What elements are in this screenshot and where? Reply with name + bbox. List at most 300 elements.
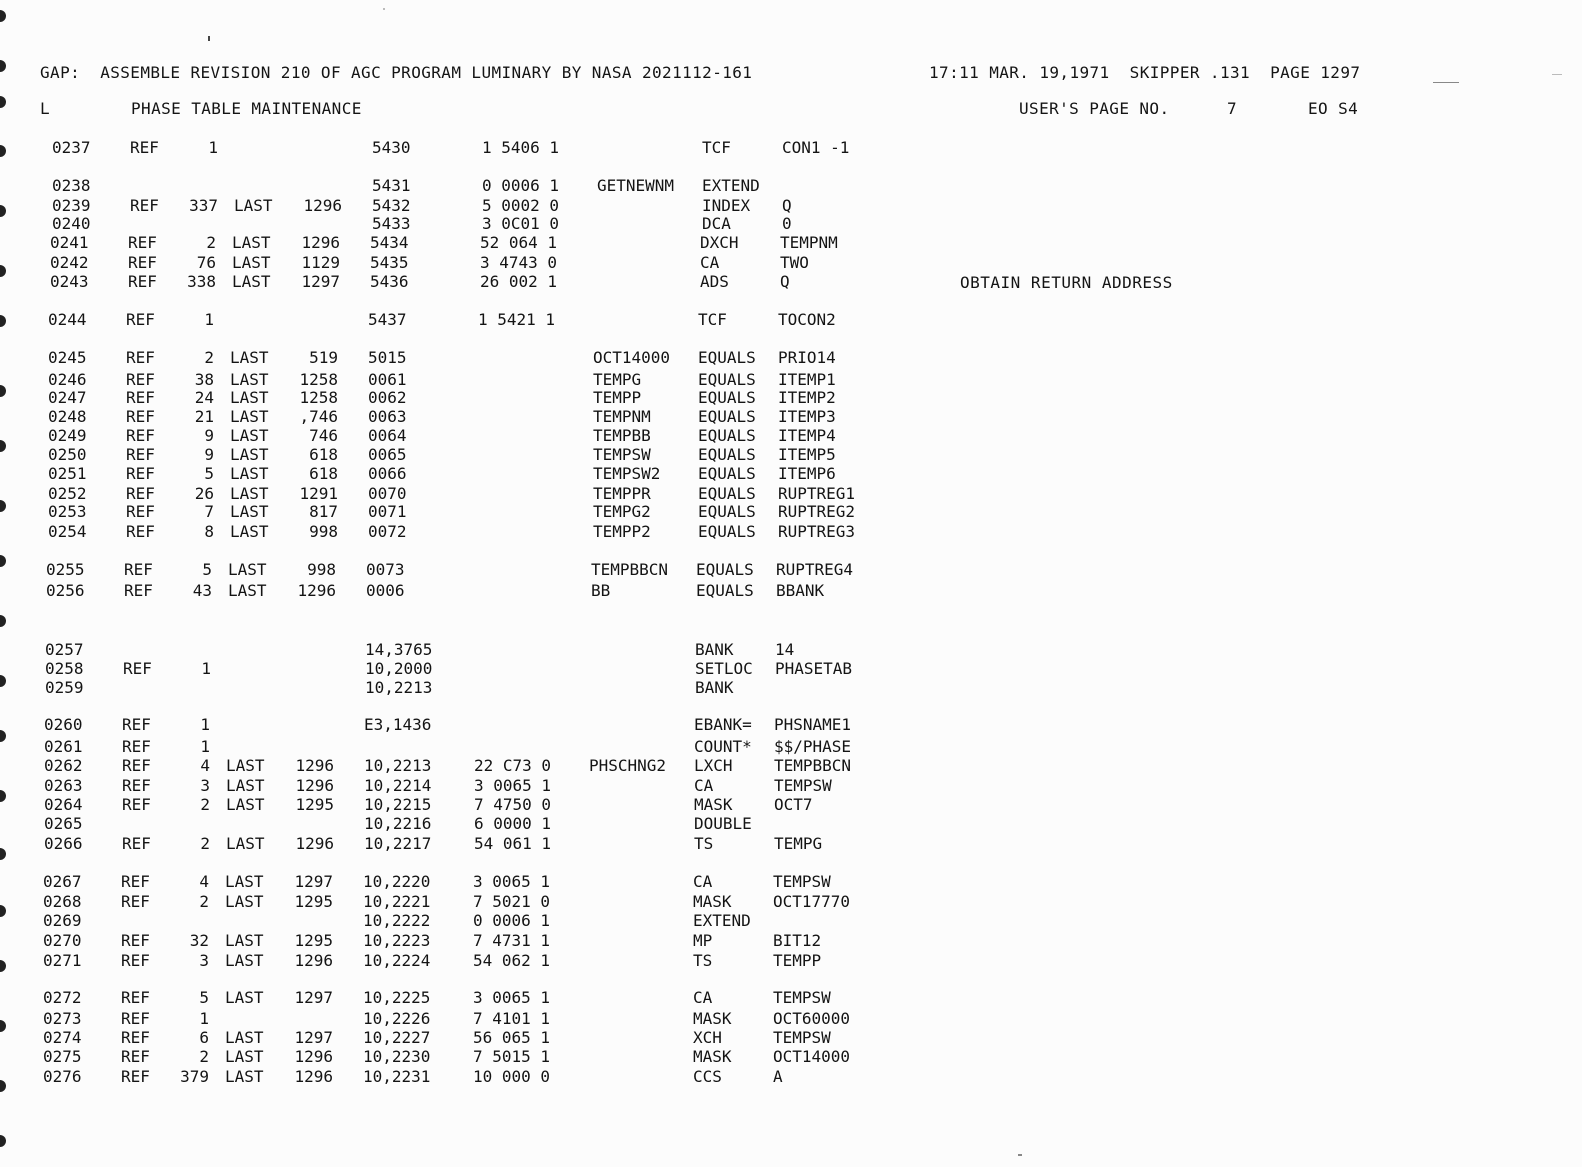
seq-number: 0261	[44, 737, 83, 756]
seq-number: 0260	[44, 715, 83, 734]
ref-keyword: REF	[121, 931, 150, 950]
address: 5436	[370, 272, 409, 291]
last-page: 618	[309, 464, 338, 483]
symbol-label: TEMPSW	[593, 445, 651, 464]
last-page: 1295	[294, 931, 333, 950]
last-keyword: LAST	[230, 370, 269, 389]
listing-line	[43, 989, 943, 1007]
feed-hole	[0, 10, 6, 22]
ref-keyword: REF	[121, 872, 150, 891]
ref-keyword: REF	[124, 560, 153, 579]
feed-hole	[0, 265, 6, 277]
section-title: PHASE TABLE MAINTENANCE	[131, 99, 362, 118]
object-code: 5 0002 0	[482, 196, 560, 215]
listing-line	[43, 912, 943, 930]
ref-count: 32	[189, 931, 209, 950]
last-keyword: LAST	[230, 348, 269, 367]
listing-line	[52, 197, 952, 215]
last-keyword: LAST	[226, 756, 265, 775]
object-code: 10 000 0	[473, 1067, 551, 1086]
seq-number: 0268	[43, 892, 82, 911]
last-keyword: LAST	[234, 196, 273, 215]
listing-line	[48, 408, 948, 426]
header-assembly-title: GAP: ASSEMBLE REVISION 210 OF AGC PROGRAM LUMINARY BY NASA 2021112-161	[40, 63, 753, 82]
operand: TEMPBBCN	[774, 756, 852, 775]
opcode: XCH	[693, 1028, 722, 1047]
seq-number: 0239	[52, 196, 91, 215]
seq-number: 0250	[48, 445, 87, 464]
ref-keyword: REF	[128, 253, 157, 272]
opcode: MP	[693, 931, 713, 950]
ref-keyword: REF	[122, 776, 151, 795]
seq-number: 0243	[50, 272, 89, 291]
ref-count: 38	[194, 370, 214, 389]
ref-keyword: REF	[126, 484, 155, 503]
ref-count: 2	[200, 834, 210, 853]
object-code: 52 064 1	[480, 233, 558, 252]
seq-number: 0263	[44, 776, 83, 795]
ref-count: 21	[194, 407, 214, 426]
address: 5434	[370, 233, 409, 252]
object-code: 3 0065 1	[474, 776, 552, 795]
ref-count: 338	[187, 272, 216, 291]
last-page: 1296	[295, 756, 334, 775]
symbol-label: GETNEWNM	[597, 176, 675, 195]
last-keyword: LAST	[230, 464, 269, 483]
listing-line	[48, 371, 948, 389]
ref-keyword: REF	[128, 233, 157, 252]
scan-speck	[383, 8, 385, 10]
last-keyword: LAST	[225, 988, 264, 1007]
object-code: 3 0C01 0	[482, 214, 560, 233]
address: 5432	[372, 196, 411, 215]
operand: TEMPP	[773, 951, 822, 970]
last-keyword: LAST	[230, 426, 269, 445]
last-page: 1129	[301, 253, 340, 272]
last-page: 1258	[299, 370, 338, 389]
operand: RUPTREG2	[778, 502, 856, 521]
ref-keyword: REF	[124, 581, 153, 600]
symbol-label: TEMPG	[593, 370, 642, 389]
opcode: EQUALS	[698, 370, 756, 389]
listing-line	[48, 446, 948, 464]
last-page: 519	[309, 348, 338, 367]
symbol-label: TEMPBB	[593, 426, 651, 445]
seq-number: 0242	[50, 253, 89, 272]
operand: RUPTREG4	[776, 560, 854, 579]
address: 10,2000	[365, 659, 433, 678]
listing-line	[46, 561, 946, 579]
symbol-label: TEMPP	[593, 388, 642, 407]
opcode: TCF	[702, 138, 731, 157]
ref-keyword: REF	[126, 370, 155, 389]
ref-keyword: REF	[126, 445, 155, 464]
last-keyword: LAST	[225, 931, 264, 950]
last-page: 817	[309, 502, 338, 521]
ref-count: 2	[200, 795, 210, 814]
operand: TEMPSW	[773, 872, 831, 891]
last-page: 1296	[295, 834, 334, 853]
object-code: 0 0006 1	[482, 176, 560, 195]
opcode: EBANK=	[694, 715, 752, 734]
ref-count: 2	[199, 892, 209, 911]
address: 10,2231	[363, 1067, 431, 1086]
address: 5430	[372, 138, 411, 157]
opcode: CA	[700, 253, 720, 272]
seq-number: 0272	[43, 988, 82, 1007]
opcode: TS	[694, 834, 714, 853]
listing-line	[44, 738, 944, 756]
opcode: EXTEND	[693, 911, 751, 930]
last-page: 1296	[294, 1067, 333, 1086]
code-id: EO S4	[1308, 99, 1359, 118]
symbol-label: TEMPG2	[593, 502, 651, 521]
listing-line	[48, 427, 948, 445]
opcode: CCS	[693, 1067, 722, 1086]
last-page: 1297	[294, 872, 333, 891]
ref-keyword: REF	[126, 348, 155, 367]
address: 0071	[368, 502, 407, 521]
last-page: 1296	[303, 196, 342, 215]
listing-line	[45, 660, 945, 678]
last-page: 618	[309, 445, 338, 464]
ref-keyword: REF	[130, 138, 159, 157]
opcode: CA	[694, 776, 714, 795]
listing-line	[50, 273, 950, 291]
ref-keyword: REF	[126, 464, 155, 483]
operand: TEMPSW	[773, 988, 831, 1007]
opcode: EQUALS	[698, 388, 756, 407]
ref-keyword: REF	[121, 1067, 150, 1086]
last-keyword: LAST	[225, 951, 264, 970]
last-keyword: LAST	[230, 445, 269, 464]
operand: TEMPSW	[774, 776, 832, 795]
feed-hole	[0, 848, 6, 860]
last-page: 1297	[301, 272, 340, 291]
ref-count: 2	[204, 348, 214, 367]
ref-count: 379	[180, 1067, 209, 1086]
operand: PHASETAB	[775, 659, 853, 678]
last-keyword: LAST	[226, 776, 265, 795]
opcode: COUNT*	[694, 737, 752, 756]
address: 0070	[368, 484, 407, 503]
address: 5435	[370, 253, 409, 272]
last-keyword: LAST	[232, 272, 271, 291]
ref-keyword: REF	[126, 502, 155, 521]
address: 14,3765	[365, 640, 433, 659]
last-page: 1297	[294, 1028, 333, 1047]
listing-line	[50, 234, 950, 252]
last-keyword: LAST	[225, 872, 264, 891]
listing-line	[52, 177, 952, 195]
ref-count: 26	[194, 484, 214, 503]
address: 10,2226	[363, 1009, 431, 1028]
ref-count: 8	[204, 522, 214, 541]
address: 10,2223	[363, 931, 431, 950]
last-keyword: LAST	[232, 233, 271, 252]
opcode: DCA	[702, 214, 731, 233]
address: 10,2227	[363, 1028, 431, 1047]
seq-number: 0254	[48, 522, 87, 541]
seq-number: 0274	[43, 1028, 82, 1047]
seq-number: 0273	[43, 1009, 82, 1028]
opcode: LXCH	[694, 756, 733, 775]
header-marker: L	[40, 99, 51, 118]
header-date-page: 17:11 MAR. 19,1971 SKIPPER .131 PAGE 1297	[929, 63, 1361, 82]
symbol-label: TEMPPR	[593, 484, 651, 503]
opcode: BANK	[695, 678, 734, 697]
object-code: 56 065 1	[473, 1028, 551, 1047]
address: 5437	[368, 310, 407, 329]
ref-count: 9	[204, 426, 214, 445]
operand: Q	[782, 196, 792, 215]
listing-line	[48, 311, 948, 329]
listing-line	[43, 873, 943, 891]
listing-line	[48, 523, 948, 541]
ref-count: 76	[196, 253, 216, 272]
feed-hole	[0, 1080, 6, 1092]
listing-line	[43, 1068, 943, 1086]
feed-hole	[0, 790, 6, 802]
seq-number: 0255	[46, 560, 85, 579]
last-keyword: LAST	[230, 484, 269, 503]
ref-keyword: REF	[121, 1009, 150, 1028]
operand: BBANK	[776, 581, 825, 600]
address: 10,2216	[364, 814, 432, 833]
object-code: 54 061 1	[474, 834, 552, 853]
seq-number: 0248	[48, 407, 87, 426]
object-code: 54 062 1	[473, 951, 551, 970]
listing-line	[48, 349, 948, 367]
ref-keyword: REF	[130, 196, 159, 215]
listing-line	[46, 582, 946, 600]
ref-count: 4	[199, 872, 209, 891]
ref-count: 2	[206, 233, 216, 252]
operand: TEMPG	[774, 834, 823, 853]
operand: ITEMP1	[778, 370, 836, 389]
listing-line	[52, 139, 952, 157]
operand: TEMPSW	[773, 1028, 831, 1047]
last-keyword: LAST	[225, 892, 264, 911]
operand: A	[773, 1067, 783, 1086]
opcode: EQUALS	[698, 445, 756, 464]
address: 10,2221	[363, 892, 431, 911]
last-page: 1296	[294, 1047, 333, 1066]
object-code: 7 4731 1	[473, 931, 551, 950]
object-code: 22 C73 0	[474, 756, 552, 775]
object-code: 3 0065 1	[473, 872, 551, 891]
address: 10,2214	[364, 776, 432, 795]
seq-number: 0262	[44, 756, 83, 775]
opcode: EQUALS	[698, 484, 756, 503]
feed-hole	[0, 960, 6, 972]
seq-number: 0266	[44, 834, 83, 853]
seq-number: 0259	[45, 678, 84, 697]
opcode: EQUALS	[696, 581, 754, 600]
last-keyword: LAST	[228, 581, 267, 600]
scan-speck	[208, 36, 210, 41]
ref-keyword: REF	[121, 1028, 150, 1047]
ref-keyword: REF	[126, 522, 155, 541]
listing-line	[43, 1029, 943, 1047]
ref-keyword: REF	[121, 1047, 150, 1066]
opcode: EQUALS	[698, 407, 756, 426]
operand: ITEMP3	[778, 407, 836, 426]
symbol-label: PHSCHNG2	[589, 756, 667, 775]
last-page: 1295	[295, 795, 334, 814]
listing-line	[44, 835, 944, 853]
listing-line	[44, 716, 944, 734]
opcode: MASK	[693, 1047, 732, 1066]
opcode: MASK	[694, 795, 733, 814]
ref-count: 9	[204, 445, 214, 464]
ref-count: 1	[200, 737, 210, 756]
operand: 14	[775, 640, 795, 659]
listing-line	[44, 815, 944, 833]
ref-count: 1	[201, 659, 211, 678]
last-page: 746	[309, 426, 338, 445]
feed-hole	[0, 1135, 6, 1147]
listing-line	[44, 757, 944, 775]
user-page-number: 7	[1227, 99, 1238, 118]
ref-keyword: REF	[122, 834, 151, 853]
operand: CON1 -1	[782, 138, 850, 157]
address: 0064	[368, 426, 407, 445]
operand: ITEMP6	[778, 464, 836, 483]
address: 10,2213	[364, 756, 432, 775]
listing-line	[44, 796, 944, 814]
listing-line	[43, 932, 943, 950]
ref-count: 3	[199, 951, 209, 970]
address: 5431	[372, 176, 411, 195]
opcode: EQUALS	[698, 426, 756, 445]
last-page: 998	[309, 522, 338, 541]
seq-number: 0246	[48, 370, 87, 389]
operand: TOCON2	[778, 310, 836, 329]
seq-number: 0257	[45, 640, 84, 659]
ref-count: 1	[208, 138, 218, 157]
user-page-label: USER'S PAGE NO.	[1019, 99, 1170, 118]
opcode: EQUALS	[696, 560, 754, 579]
operand: 0	[782, 214, 792, 233]
address: 5433	[372, 214, 411, 233]
listing-line	[48, 389, 948, 407]
feed-hole	[0, 96, 6, 108]
object-code: 26 002 1	[480, 272, 558, 291]
operand: PRIO14	[778, 348, 836, 367]
last-keyword: LAST	[225, 1047, 264, 1066]
ref-keyword: REF	[122, 795, 151, 814]
last-page: 1297	[294, 988, 333, 1007]
feed-hole	[0, 60, 6, 72]
opcode: BANK	[695, 640, 734, 659]
symbol-label: OCT14000	[593, 348, 671, 367]
feed-hole	[0, 615, 6, 627]
opcode: ADS	[700, 272, 729, 291]
operand: Q	[780, 272, 790, 291]
address: 0062	[368, 388, 407, 407]
listing-line	[44, 777, 944, 795]
last-keyword: LAST	[225, 1067, 264, 1086]
object-code: 7 4101 1	[473, 1009, 551, 1028]
opcode: TS	[693, 951, 713, 970]
opcode: DXCH	[700, 233, 739, 252]
feed-hole	[0, 385, 6, 397]
feed-hole	[0, 315, 6, 327]
ref-keyword: REF	[122, 737, 151, 756]
operand: OCT7	[774, 795, 813, 814]
operand: $$/PHASE	[774, 737, 852, 756]
operand: BIT12	[773, 931, 822, 950]
listing-line	[43, 1010, 943, 1028]
ref-keyword: REF	[122, 715, 151, 734]
feed-hole	[0, 205, 6, 217]
scan-speck	[1552, 74, 1562, 75]
address: 0063	[368, 407, 407, 426]
object-code: 3 4743 0	[480, 253, 558, 272]
ref-keyword: REF	[123, 659, 152, 678]
opcode: MASK	[693, 1009, 732, 1028]
listing-line	[43, 952, 943, 970]
opcode: TCF	[698, 310, 727, 329]
last-keyword: LAST	[226, 834, 265, 853]
opcode: EQUALS	[698, 502, 756, 521]
opcode: MASK	[693, 892, 732, 911]
listing-line	[45, 641, 945, 659]
last-page: 1291	[299, 484, 338, 503]
seq-number: 0244	[48, 310, 87, 329]
ref-count: 24	[194, 388, 214, 407]
last-keyword: LAST	[230, 388, 269, 407]
ref-count: 1	[204, 310, 214, 329]
seq-number: 0240	[52, 214, 91, 233]
last-page: 1296	[294, 951, 333, 970]
ref-count: 5	[199, 988, 209, 1007]
scan-speck	[1018, 1154, 1022, 1156]
opcode: INDEX	[702, 196, 751, 215]
object-code: 7 5015 1	[473, 1047, 551, 1066]
ref-keyword: REF	[128, 272, 157, 291]
address: 10,2213	[365, 678, 433, 697]
operand: ITEMP4	[778, 426, 836, 445]
operand: TEMPNM	[780, 233, 838, 252]
address: 0073	[366, 560, 405, 579]
symbol-label: TEMPP2	[593, 522, 651, 541]
ref-count: 1	[200, 715, 210, 734]
operand: TWO	[780, 253, 809, 272]
last-keyword: LAST	[230, 522, 269, 541]
ref-count: 5	[204, 464, 214, 483]
ref-keyword: REF	[121, 951, 150, 970]
address: 10,2230	[363, 1047, 431, 1066]
opcode: DOUBLE	[694, 814, 752, 833]
feed-hole	[0, 145, 6, 157]
address: 10,2224	[363, 951, 431, 970]
listing-line	[43, 1048, 943, 1066]
operand: RUPTREG3	[778, 522, 856, 541]
ref-keyword: REF	[122, 756, 151, 775]
seq-number: 0245	[48, 348, 87, 367]
operand: OCT17770	[773, 892, 851, 911]
seq-number: 0265	[44, 814, 83, 833]
listing-line	[48, 485, 948, 503]
object-code: 1 5421 1	[478, 310, 556, 329]
seq-number: 0241	[50, 233, 89, 252]
address: 10,2220	[363, 872, 431, 891]
feed-hole	[0, 905, 6, 917]
feed-hole	[0, 1020, 6, 1032]
scan-speck	[1433, 82, 1459, 83]
